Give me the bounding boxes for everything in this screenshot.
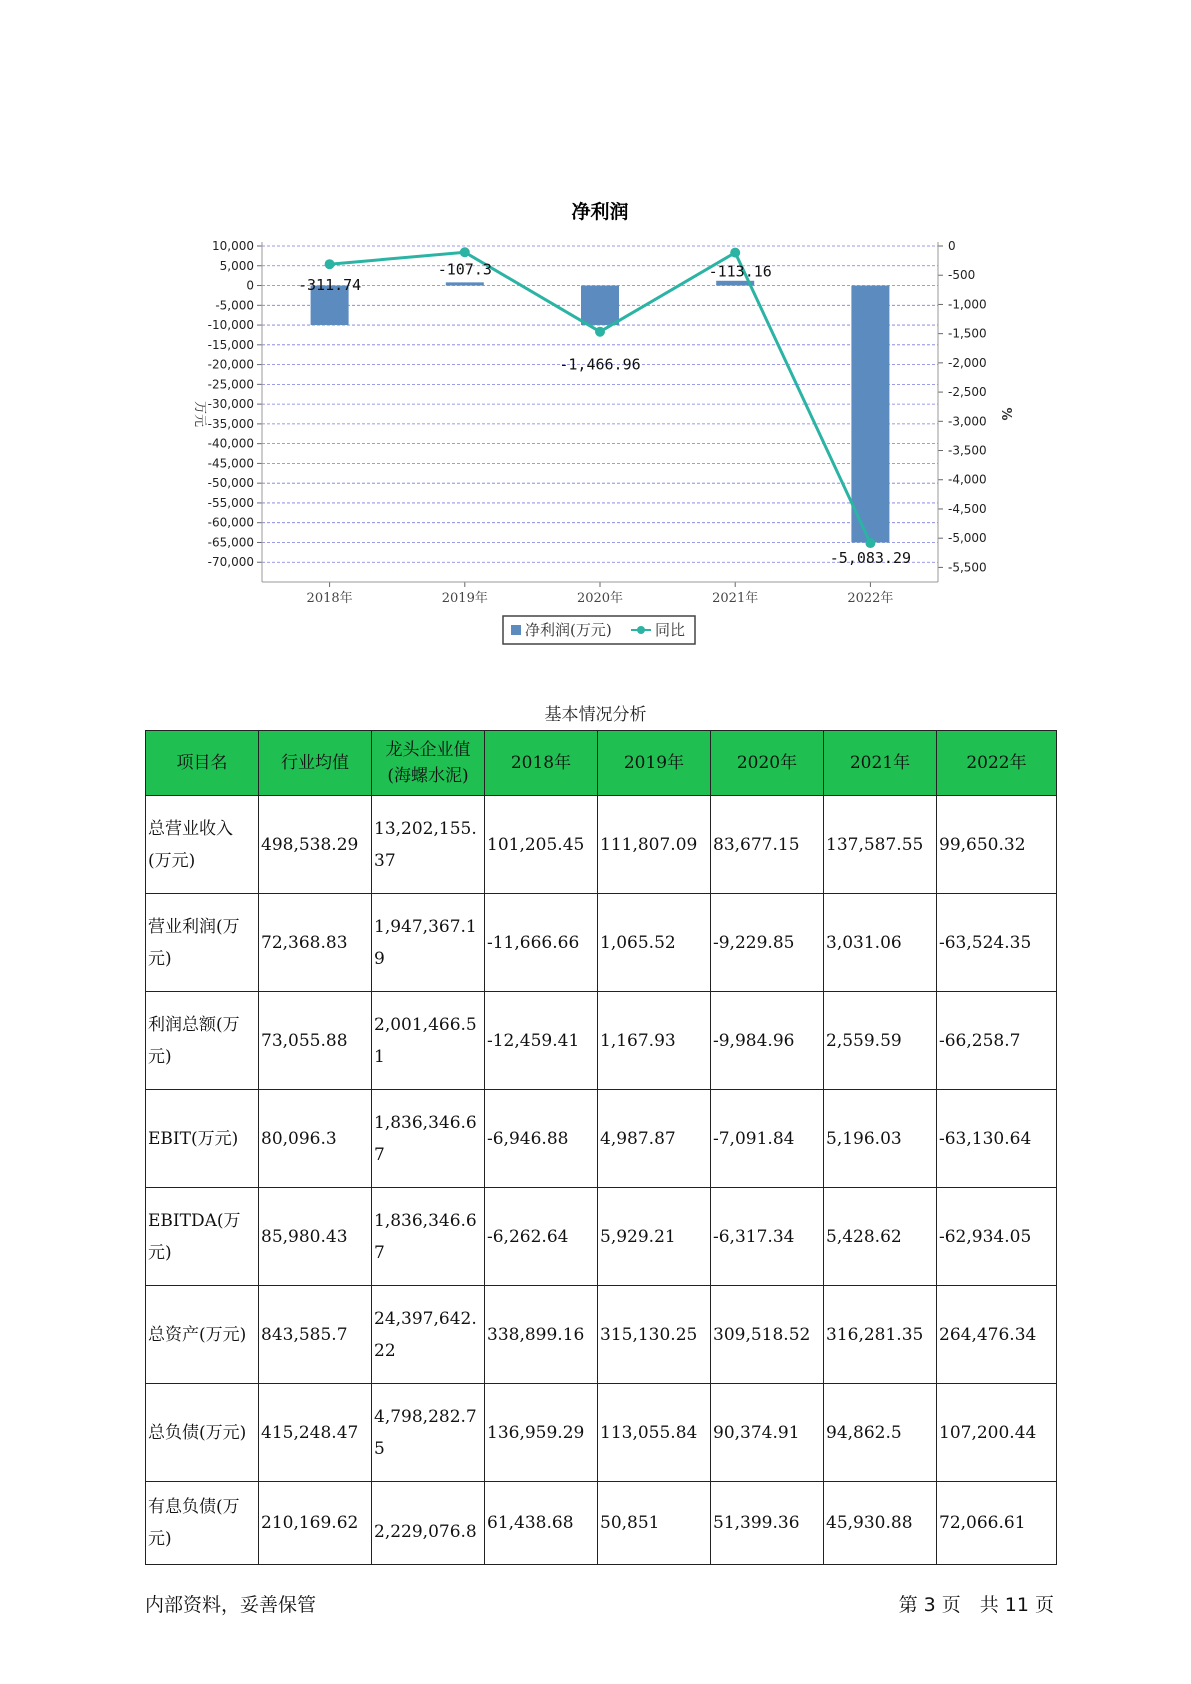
table-row: [146, 992, 1057, 1090]
x-tick-label: 2020年: [576, 591, 624, 606]
row-label: 总资产(万元): [146, 1286, 259, 1384]
x-tick-label: 2021年: [712, 591, 759, 606]
right-tick-label: -4,000: [948, 472, 987, 487]
left-tick-label: -45,000: [207, 456, 254, 471]
table-cell: 2,559.59: [824, 992, 937, 1090]
table-cell: -63,524.35: [937, 894, 1057, 992]
table-cell: -6,946.88: [485, 1090, 598, 1188]
table-cell: 5,196.03: [824, 1090, 937, 1188]
table-cell: 1,836,346.67: [372, 1188, 485, 1286]
left-tick-label: -30,000: [207, 397, 254, 412]
table-cell: 3,031.06: [824, 894, 937, 992]
footer-confidential: 内部资料，妥善保管: [145, 1594, 317, 1616]
table-cell: 4,987.87: [598, 1090, 711, 1188]
line-point: [595, 327, 605, 337]
table-cell: 94,862.5: [824, 1384, 937, 1482]
table-cell: -11,666.66: [485, 894, 598, 992]
table-cell: 2,001,466.51: [372, 992, 485, 1090]
header-industry-avg: 行业均值: [259, 731, 372, 796]
row-label: 总负债(万元): [146, 1384, 259, 1482]
table-cell: 50,851: [598, 1482, 711, 1565]
header-2021: 2021年: [824, 731, 937, 796]
table-cell: 99,650.32: [937, 796, 1057, 894]
left-tick-label: 5,000: [219, 258, 254, 273]
row-label: 营业利润(万元): [146, 894, 259, 992]
right-tick-label: -5,000: [948, 531, 987, 546]
left-tick-label: -10,000: [207, 318, 254, 333]
right-tick-label: -2,500: [948, 385, 987, 400]
table-cell: 72,368.83: [259, 894, 372, 992]
footer-page-number: 第 3 页 共 11 页: [898, 1594, 1054, 1616]
table-cell: -66,258.7: [937, 992, 1057, 1090]
header-2020: 2020年: [711, 731, 824, 796]
table-cell: 13,202,155.37: [372, 796, 485, 894]
table-cell: -62,934.05: [937, 1188, 1057, 1286]
left-tick-label: -5,000: [215, 298, 254, 313]
row-label: EBITDA(万元): [146, 1188, 259, 1286]
line-point: [730, 248, 740, 258]
row-label: 总营业收入(万元): [146, 796, 259, 894]
x-tick-label: 2019年: [441, 591, 488, 606]
table-cell: 107,200.44: [937, 1384, 1057, 1482]
x-tick-label: 2018年: [306, 591, 353, 606]
left-tick-label: -70,000: [207, 555, 254, 570]
table-cell: 1,065.52: [598, 894, 711, 992]
right-axis-label: %: [998, 407, 1013, 421]
table-cell: 90,374.91: [711, 1384, 824, 1482]
bar-mark: [851, 286, 889, 543]
left-tick-label: -40,000: [207, 436, 254, 451]
table-cell: 45,930.88: [824, 1482, 937, 1565]
left-tick-label: -60,000: [207, 515, 254, 530]
legend-bar-label: 净利润(万元): [525, 621, 612, 639]
legend-line-marker: [637, 626, 645, 634]
table-cell: -6,317.34: [711, 1188, 824, 1286]
right-tick-label: -1,000: [948, 297, 987, 312]
table-cell: 264,476.34: [937, 1286, 1057, 1384]
table-row: [146, 796, 1057, 894]
line-point: [865, 538, 875, 548]
table-cell: 85,980.43: [259, 1188, 372, 1286]
table-cell: -9,984.96: [711, 992, 824, 1090]
table-cell: 24,397,642.22: [372, 1286, 485, 1384]
table-cell: -12,459.41: [485, 992, 598, 1090]
header-2022: 2022年: [937, 731, 1057, 796]
table-cell: 111,807.09: [598, 796, 711, 894]
header-2019: 2019年: [598, 731, 711, 796]
right-tick-label: -2,000: [948, 355, 987, 370]
table-cell: 843,585.7: [259, 1286, 372, 1384]
left-axis-ticks: [208, 239, 262, 569]
line-data-label: -1,466.96: [559, 355, 641, 374]
table-header-row: [146, 731, 1057, 796]
line-data-label: -311.74: [297, 276, 362, 295]
table-cell: 415,248.47: [259, 1384, 372, 1482]
table-cell: 1,947,367.19: [372, 894, 485, 992]
table-cell: 80,096.3: [259, 1090, 372, 1188]
left-tick-label: -25,000: [207, 377, 254, 392]
net-profit-chart: [0, 0, 1191, 680]
left-axis-label: 万元: [192, 400, 207, 428]
table-row: [146, 1482, 1057, 1565]
bar-mark: [581, 286, 619, 326]
line-data-label: -113.16: [708, 262, 772, 281]
table-row: [146, 1090, 1057, 1188]
x-axis-ticks: [307, 582, 894, 606]
left-tick-label: -15,000: [207, 337, 254, 352]
right-tick-label: -4,500: [948, 501, 987, 516]
table-cell: -9,229.85: [711, 894, 824, 992]
legend-bar-swatch: [511, 625, 521, 635]
line-data-label: -107.3: [437, 260, 492, 279]
table-cell: 73,055.88: [259, 992, 372, 1090]
table-cell: 315,130.25: [598, 1286, 711, 1384]
bar-mark: [446, 282, 484, 285]
right-tick-label: -1,500: [948, 326, 987, 341]
header-2018: 2018年: [485, 731, 598, 796]
legend-line-label: 同比: [655, 621, 686, 639]
line-point: [325, 259, 335, 269]
table-cell: 136,959.29: [485, 1384, 598, 1482]
header-leader-value: 龙头企业值(海螺水泥): [372, 731, 485, 796]
table-cell: 61,438.68: [485, 1482, 598, 1565]
table-cell: 101,205.45: [485, 796, 598, 894]
table-row: [146, 1286, 1057, 1384]
table-cell: 5,428.62: [824, 1188, 937, 1286]
right-axis-ticks: [938, 239, 987, 574]
right-tick-label: -5,500: [948, 560, 987, 575]
table-row: [146, 1188, 1057, 1286]
right-tick-label: -3,500: [948, 443, 987, 458]
table-cell: 137,587.55: [824, 796, 937, 894]
row-label: EBIT(万元): [146, 1090, 259, 1188]
table-cell: 309,518.52: [711, 1286, 824, 1384]
table-cell: -6,262.64: [485, 1188, 598, 1286]
line-data-label: -5,083.29: [829, 549, 912, 568]
header-item-name: 项目名: [146, 731, 259, 796]
x-tick-label: 2022年: [847, 591, 894, 606]
right-tick-label: -3,000: [948, 414, 987, 429]
left-tick-label: -50,000: [207, 476, 254, 491]
table-row: [146, 894, 1057, 992]
left-tick-label: -20,000: [207, 357, 254, 372]
table-cell: -63,130.64: [937, 1090, 1057, 1188]
right-tick-label: -500: [948, 268, 976, 283]
table-cell: 113,055.84: [598, 1384, 711, 1482]
table-cell: 72,066.61: [937, 1482, 1057, 1565]
left-tick-label: -65,000: [207, 535, 254, 550]
chart-legend: [503, 616, 695, 644]
analysis-table: [145, 730, 1057, 1565]
row-label: 有息负债(万元): [146, 1482, 259, 1565]
table-cell: 51,399.36: [711, 1482, 824, 1565]
right-tick-label: 0: [948, 239, 956, 253]
row-label: 利润总额(万元): [146, 992, 259, 1090]
table-cell: 4,798,282.75: [372, 1384, 485, 1482]
table-cell: 316,281.35: [824, 1286, 937, 1384]
table-cell: 338,899.16: [485, 1286, 598, 1384]
table-cell: 1,836,346.67: [372, 1090, 485, 1188]
table-row: [146, 1384, 1057, 1482]
left-tick-label: 10,000: [212, 239, 254, 253]
table-cell: 210,169.62: [259, 1482, 372, 1565]
table-cell: -7,091.84: [711, 1090, 824, 1188]
table-cell: 83,677.15: [711, 796, 824, 894]
left-tick-label: -35,000: [207, 416, 254, 431]
left-tick-label: 0: [246, 278, 254, 293]
chart-title: 净利润: [571, 201, 629, 223]
table-cell: 2,229,076.8: [372, 1482, 485, 1565]
line-point: [460, 247, 470, 257]
table-title: 基本情况分析: [544, 705, 647, 725]
table-cell: 498,538.29: [259, 796, 372, 894]
table-cell: 1,167.93: [598, 992, 711, 1090]
left-tick-label: -55,000: [207, 495, 254, 510]
table-cell: 5,929.21: [598, 1188, 711, 1286]
